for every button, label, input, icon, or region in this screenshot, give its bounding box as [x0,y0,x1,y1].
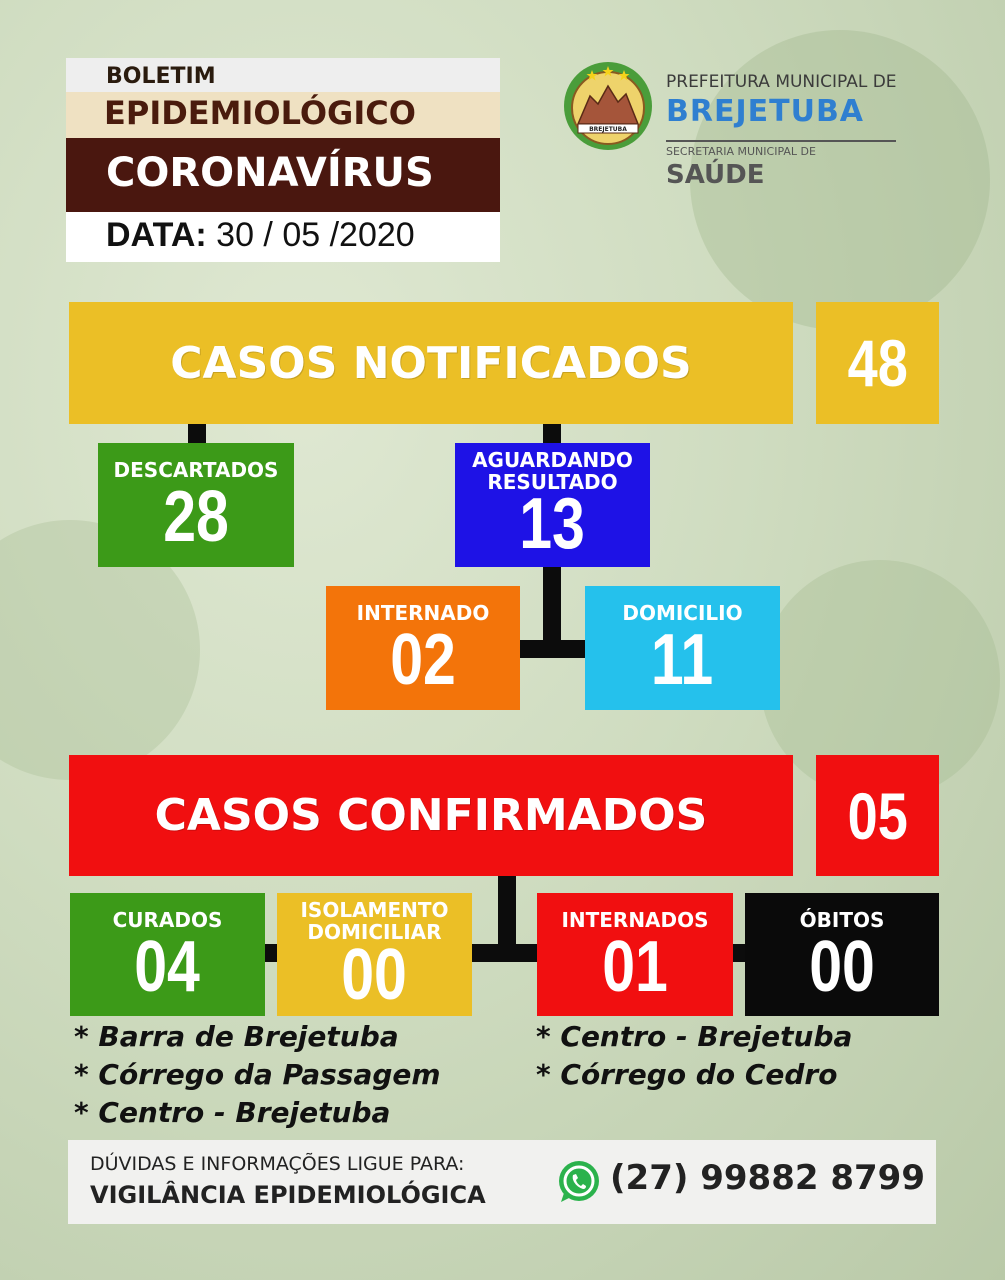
location-item: * Barra de Brejetuba [74,1020,399,1053]
isolamento-box [277,893,472,1016]
isolamento-label-1: ISOLAMENTO [300,898,449,922]
bulletin-date [66,212,500,262]
connector-line [470,944,540,962]
phone-number[interactable]: (27) 99882 8799 [610,1158,925,1198]
casos-notificados-label: CASOS NOTIFICADOS [170,337,692,389]
city-name: BREJETUBA [666,94,865,129]
casos-notificados-total: 48 [847,326,908,400]
connector-line [518,640,588,658]
footer-vigilancia: VIGILÂNCIA EPIDEMIOLÓGICA [90,1181,486,1209]
saude-label: SAÚDE [666,160,765,190]
descartados-label: DESCARTADOS [113,458,279,482]
date-label: DATA: [106,216,207,254]
obitos-value: 00 [809,927,875,1007]
aguardando-label-2: RESULTADO [487,470,618,494]
domicilio-value: 11 [651,620,714,700]
prefeitura-line1: PREFEITURA MUNICIPAL DE [666,72,897,92]
curados-value: 04 [134,927,201,1007]
casos-confirmados-label: CASOS CONFIRMADOS [154,790,708,841]
domicilio-label: DOMICILIO [622,601,743,625]
internado-value: 02 [390,620,456,700]
obitos-box [745,893,939,1016]
bulletin-label: BOLETIM [66,58,500,92]
location-item: * Córrego da Passagem [74,1058,441,1091]
internados-label: INTERNADOS [561,908,709,932]
obitos-label: ÓBITOS [799,908,885,932]
internados-box [537,893,733,1016]
location-item: * Centro - Brejetuba [536,1020,853,1053]
footer-info-line: DÚVIDAS E INFORMAÇÕES LIGUE PARA: [90,1153,465,1175]
seal-text: BREJETUBA [589,126,627,133]
internado-box [326,586,520,710]
casos-notificados-total-box [816,302,939,424]
bulletin-epidemiologico: EPIDEMIOLÓGICO [66,92,500,138]
whatsapp-icon [555,1158,603,1206]
curados-locations [74,1018,441,1132]
domicilio-box [585,586,780,710]
internados-value: 01 [602,927,668,1007]
curados-box [70,893,265,1016]
isolamento-label-2: DOMICILIAR [307,920,442,944]
internado-label: INTERNADO [356,601,490,625]
casos-confirmados-total: 05 [847,778,908,853]
aguardando-value: 13 [519,484,586,564]
aguardando-label-1: AGUARDANDO [472,448,633,472]
internados-locations [536,1018,852,1094]
location-item: * Centro - Brejetuba [74,1096,391,1129]
bulletin-coronavirus: CORONAVÍRUS [66,138,500,212]
curados-label: CURADOS [112,908,223,932]
date-value: 30 / 05 /2020 [206,216,415,254]
location-item: * Córrego do Cedro [536,1058,838,1091]
casos-notificados-title [69,302,793,424]
casos-confirmados-total-box [816,755,939,876]
descartados-box [98,443,294,567]
aguardando-box [455,443,650,567]
divider [666,140,896,142]
secretaria-line: SECRETARIA MUNICIPAL DE [666,145,816,158]
casos-confirmados-title [69,755,793,876]
brejetuba-seal-icon [562,60,654,152]
descartados-value: 28 [163,477,229,557]
isolamento-value: 00 [341,935,408,1015]
